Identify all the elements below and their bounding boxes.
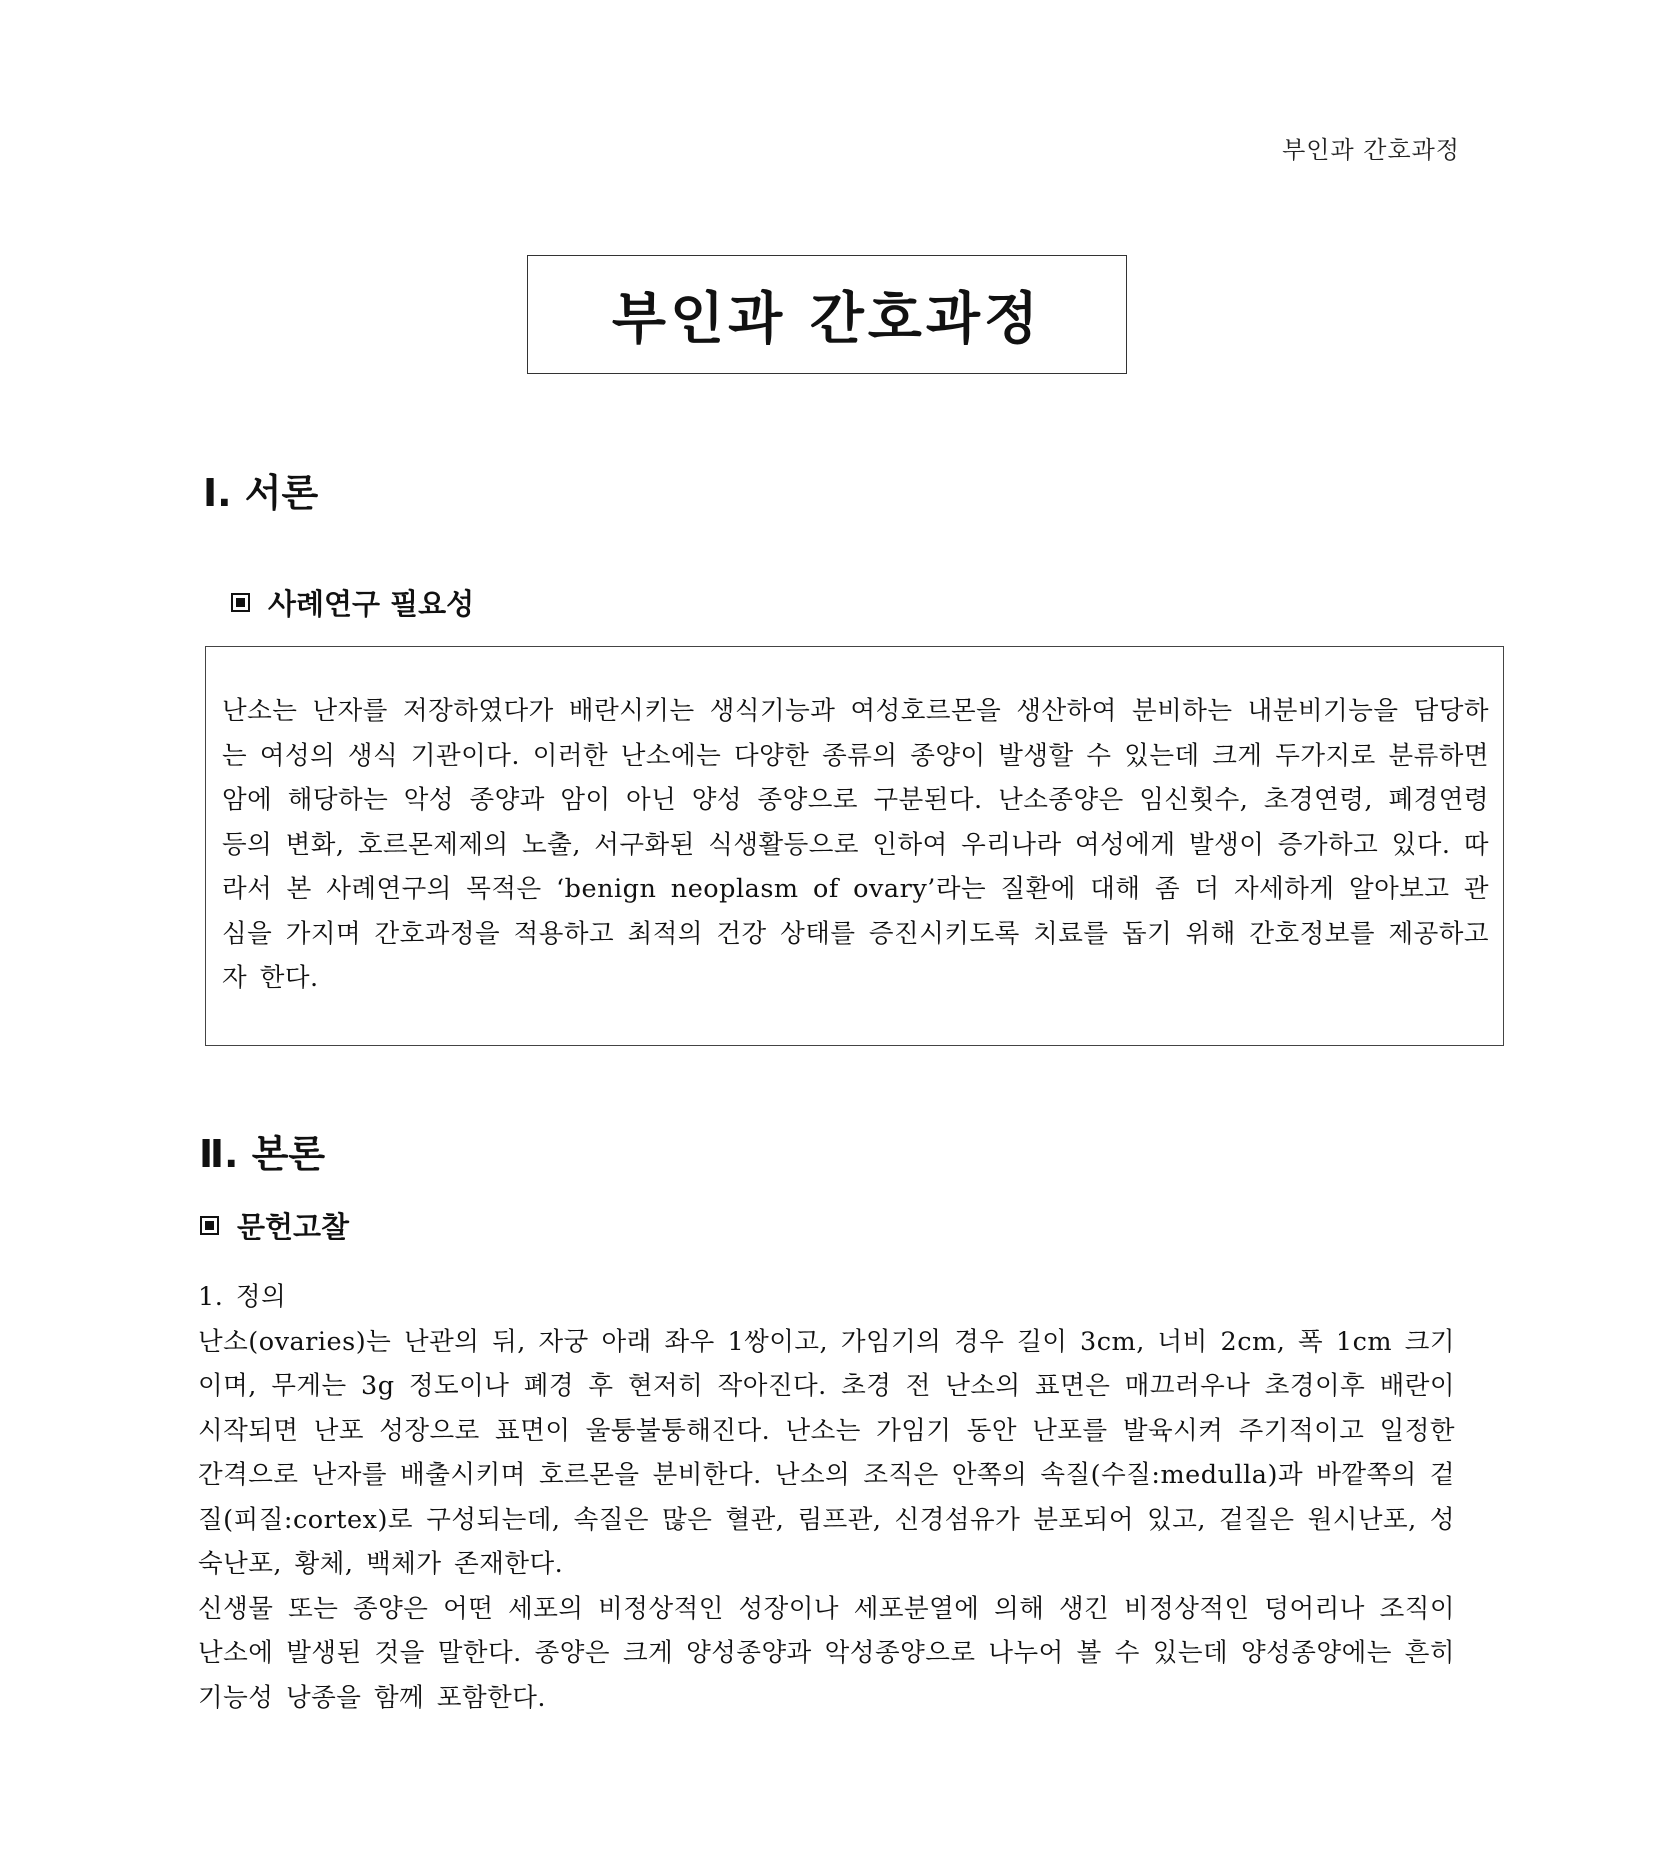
filled-square-icon xyxy=(200,1216,219,1235)
subheading-label: 문헌고찰 xyxy=(237,1210,350,1244)
body-paragraph: 신생물 또는 종양은 어떤 세포의 비정상적인 성장이나 세포분열에 의해 생긴 비정상적인 덩어리나 조직이 난소에 발생된 것을 말한다. 종양은 크게 양성종양과 악성종양으로 나누어 볼 수 있는데 양성종양에는 흔히 기능성 낭종을 함께 포함한다. xyxy=(198,1593,1455,1713)
section-heading-introduction: Ⅰ. 서론 xyxy=(203,471,319,515)
subheading-literature-review xyxy=(200,1205,349,1246)
page-title: 부인과 간호과정 xyxy=(611,286,1043,352)
subheading-label: 사례연구 필요성 xyxy=(268,587,475,621)
item-title-definition: 1. 정의 xyxy=(198,1282,287,1312)
subheading-case-study-need xyxy=(231,582,474,623)
intro-paragraph: 난소는 난자를 저장하였다가 배란시키는 생식기능과 여성호르몬을 생산하여 분비하는 내분비기능을 담당하는 여성의 생식 기관이다. 이러한 난소에는 다양한 종류의 종양이 발생할 수 있는데 크게 두가지로 분류하면 암에 해당하는 악성 종양과 암이 아닌 양성 종양으로 구분된다. 난소종양은 임신횟수, 초경연령, 폐경연령 등의 변화, 호르몬제제의 노출, 서구화된 식생활등으로 인하여 우리나라 여성에게 발생이 증가하고 있다. 따라서 본 사례연구의 목적은 ‘benign neoplasm of ovary’라는 질환에 대해 좀 더 자세하게 알아보고 관심을 가지며 간호과정을 적용하고 최적의 건강 상태를 증진시키도록 치료를 돕기 위해 간호정보를 제공하고자 한다. xyxy=(222,696,1489,993)
filled-square-icon xyxy=(231,593,250,612)
literature-review-body xyxy=(198,1275,1455,1720)
title-box xyxy=(527,255,1127,374)
body-paragraph: 난소(ovaries)는 난관의 뒤, 자궁 아래 좌우 1쌍이고, 가임기의 경우 길이 3cm, 너비 2cm, 폭 1cm 크기이며, 무게는 3g 정도이나 폐경 후 현저히 작아진다. 초경 전 난소의 표면은 매끄러우나 초경이후 배란이 시작되면 난포 성장으로 표면이 울퉁불퉁해진다. 난소는 가임기 동안 난포를 발육시켜 주기적이고 일정한 간격으로 난자를 배출시키며 호르몬을 분비한다. 난소의 조직은 안쪽의 속질(수질:medulla)과 바깥쪽의 겉질(피질:cortex)로 구성되는데, 속질은 많은 혈관, 림프관, 신경섬유가 분포되어 있고, 겉질은 원시난포, 성숙난포, 황체, 백체가 존재한다. xyxy=(198,1326,1455,1579)
section-heading-body: Ⅱ. 본론 xyxy=(199,1132,326,1176)
running-header: 부인과 간호과정 xyxy=(1282,136,1460,164)
intro-text-box xyxy=(205,646,1504,1046)
